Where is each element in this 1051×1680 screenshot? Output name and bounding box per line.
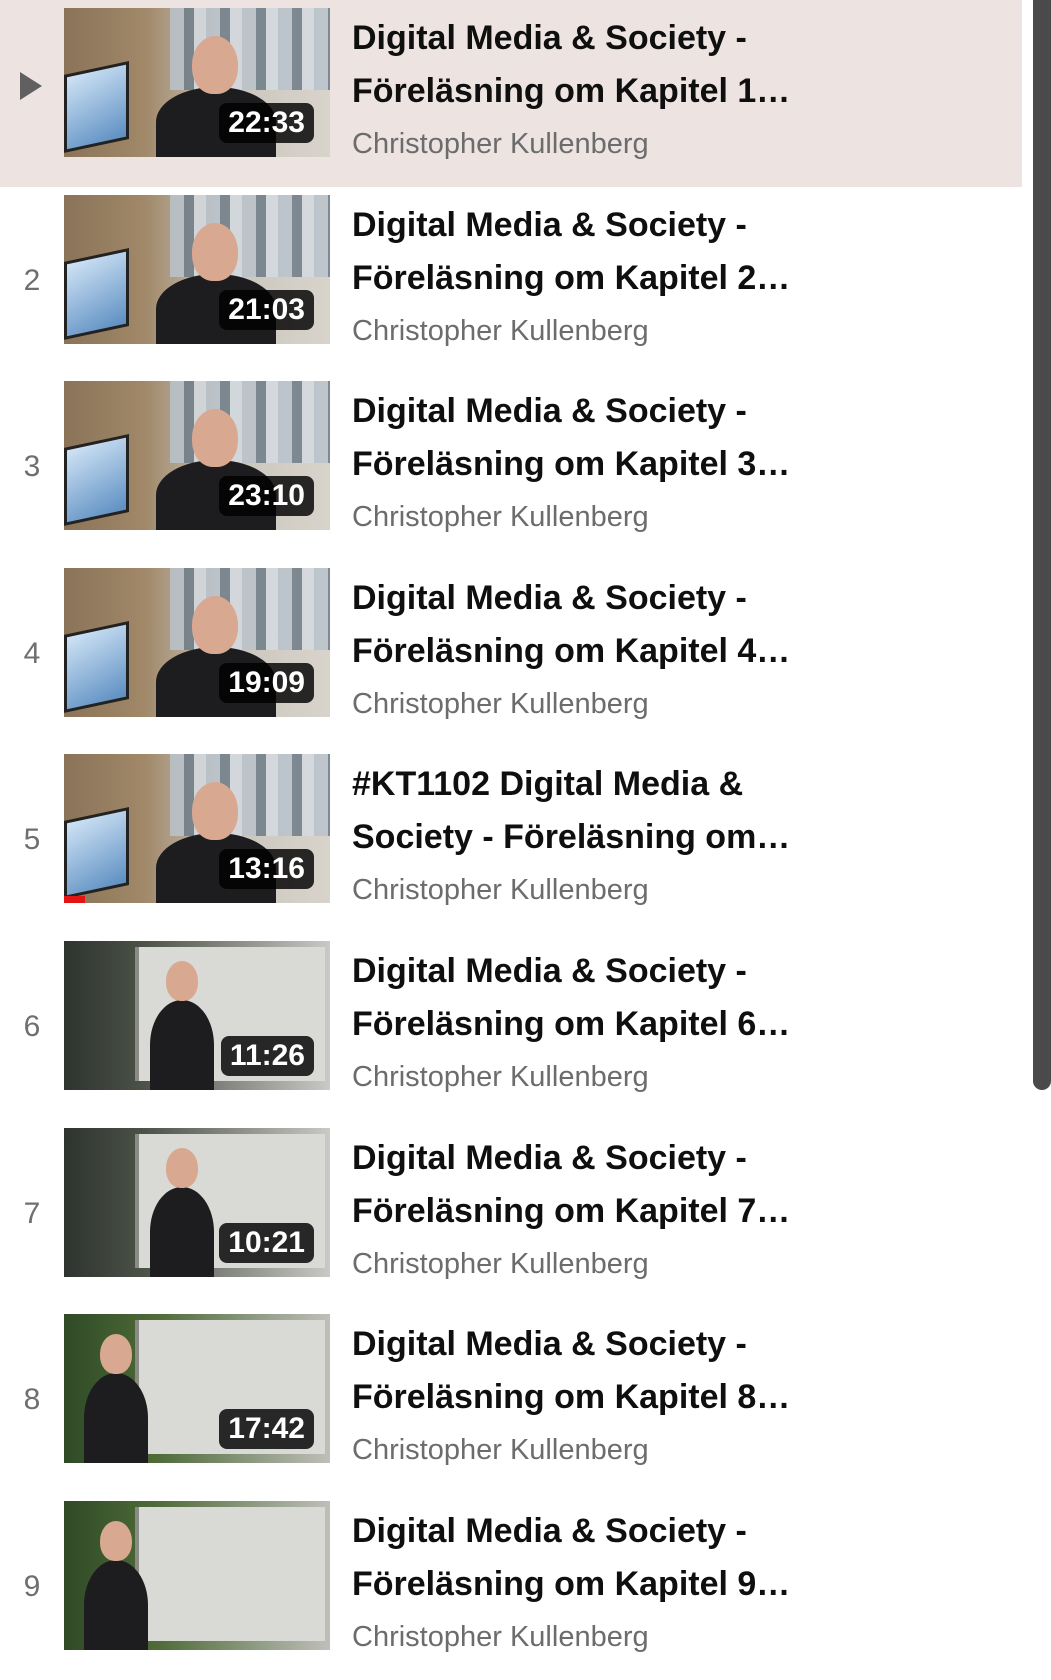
playlist-item-index: 8 [23, 1383, 41, 1416]
thumbnail-person-head [192, 782, 238, 840]
video-title[interactable]: Digital Media & Society - Föreläsning om Kapitel 1… [352, 19, 791, 110]
thumbnail-person [84, 1373, 148, 1463]
video-thumbnail[interactable] [64, 941, 330, 1090]
playlist-item-index: 7 [23, 1197, 41, 1230]
video-thumbnail[interactable] [64, 1314, 330, 1463]
thumbnail-person-head [192, 223, 238, 281]
video-title[interactable]: Digital Media & Society - Föreläsning om Kapitel 4… [352, 579, 791, 670]
video-title[interactable]: Digital Media & Society - Föreläsning om Kapitel 2… [352, 206, 791, 297]
thumbnail-whiteboard [135, 1507, 325, 1641]
playlist-item[interactable] [0, 1120, 1022, 1307]
playlist-item-index: 6 [23, 1010, 41, 1043]
playlist-item-index: 9 [23, 1570, 41, 1603]
duration-badge: 10:21 [219, 1223, 314, 1263]
thumbnail-person-head [166, 961, 198, 1001]
video-title[interactable]: Digital Media & Society - Föreläsning om Kapitel 6… [352, 952, 791, 1043]
playlist-item[interactable] [0, 1306, 1022, 1493]
duration-badge: 23:10 [219, 476, 314, 516]
video-thumbnail[interactable] [64, 8, 330, 157]
video-title[interactable]: Digital Media & Society - Föreläsning om Kapitel 9… [352, 1512, 791, 1603]
playlist-item[interactable] [0, 1493, 1022, 1680]
playlist-item[interactable] [0, 560, 1022, 747]
video-thumbnail[interactable] [64, 1501, 330, 1650]
thumbnail-person-head [192, 409, 238, 467]
thumbnail-laptop [64, 61, 129, 152]
playlist-item-index: 3 [23, 450, 41, 483]
duration-badge: 22:33 [219, 103, 314, 143]
playlist-item-index: 2 [23, 264, 41, 297]
channel-name[interactable]: Christopher Kullenberg [352, 1434, 649, 1466]
thumbnail-person-head [166, 1148, 198, 1188]
video-title[interactable]: Digital Media & Society - Föreläsning om Kapitel 8… [352, 1325, 791, 1416]
video-thumbnail[interactable] [64, 1128, 330, 1277]
scrollbar[interactable] [1033, 0, 1051, 1090]
video-title[interactable]: #KT1102 Digital Media & Society - Föreläsning om… [352, 765, 791, 856]
channel-name[interactable]: Christopher Kullenberg [352, 1621, 649, 1653]
video-thumbnail[interactable] [64, 195, 330, 344]
thumbnail-laptop [64, 621, 129, 712]
thumbnail-person [84, 1560, 148, 1650]
playlist-item[interactable] [0, 373, 1022, 560]
thumbnail-person-head [100, 1521, 132, 1561]
video-title[interactable]: Digital Media & Society - Föreläsning om Kapitel 7… [352, 1139, 791, 1230]
video-thumbnail[interactable] [64, 754, 330, 903]
playlist-item[interactable] [0, 187, 1022, 374]
watch-progress-bar [64, 896, 85, 903]
duration-badge: 17:42 [219, 1409, 314, 1449]
thumbnail-person-head [100, 1334, 132, 1374]
thumbnail-person [150, 1187, 214, 1277]
duration-badge: 19:09 [219, 663, 314, 703]
playlist-item-index: 5 [23, 823, 41, 856]
thumbnail-person-head [192, 36, 238, 94]
video-thumbnail[interactable] [64, 381, 330, 530]
thumbnail-person-head [192, 596, 238, 654]
video-title[interactable]: Digital Media & Society - Föreläsning om Kapitel 3… [352, 392, 791, 483]
playlist-item[interactable] [0, 933, 1022, 1120]
duration-badge: 13:16 [219, 849, 314, 889]
thumbnail-laptop [64, 807, 129, 898]
duration-badge: 11:26 [221, 1036, 314, 1076]
channel-name[interactable]: Christopher Kullenberg [352, 874, 649, 906]
channel-name[interactable]: Christopher Kullenberg [352, 128, 649, 160]
video-thumbnail[interactable] [64, 568, 330, 717]
thumbnail-laptop [64, 434, 129, 525]
playlist-item-index: 4 [23, 637, 41, 670]
now-playing-icon [20, 72, 42, 100]
duration-badge: 21:03 [219, 290, 314, 330]
channel-name[interactable]: Christopher Kullenberg [352, 315, 649, 347]
thumbnail-laptop [64, 248, 129, 339]
playlist-item[interactable] [0, 0, 1022, 187]
channel-name[interactable]: Christopher Kullenberg [352, 1248, 649, 1280]
playlist-item[interactable] [0, 746, 1022, 933]
channel-name[interactable]: Christopher Kullenberg [352, 501, 649, 533]
channel-name[interactable]: Christopher Kullenberg [352, 1061, 649, 1093]
thumbnail-person [150, 1000, 214, 1090]
channel-name[interactable]: Christopher Kullenberg [352, 688, 649, 720]
